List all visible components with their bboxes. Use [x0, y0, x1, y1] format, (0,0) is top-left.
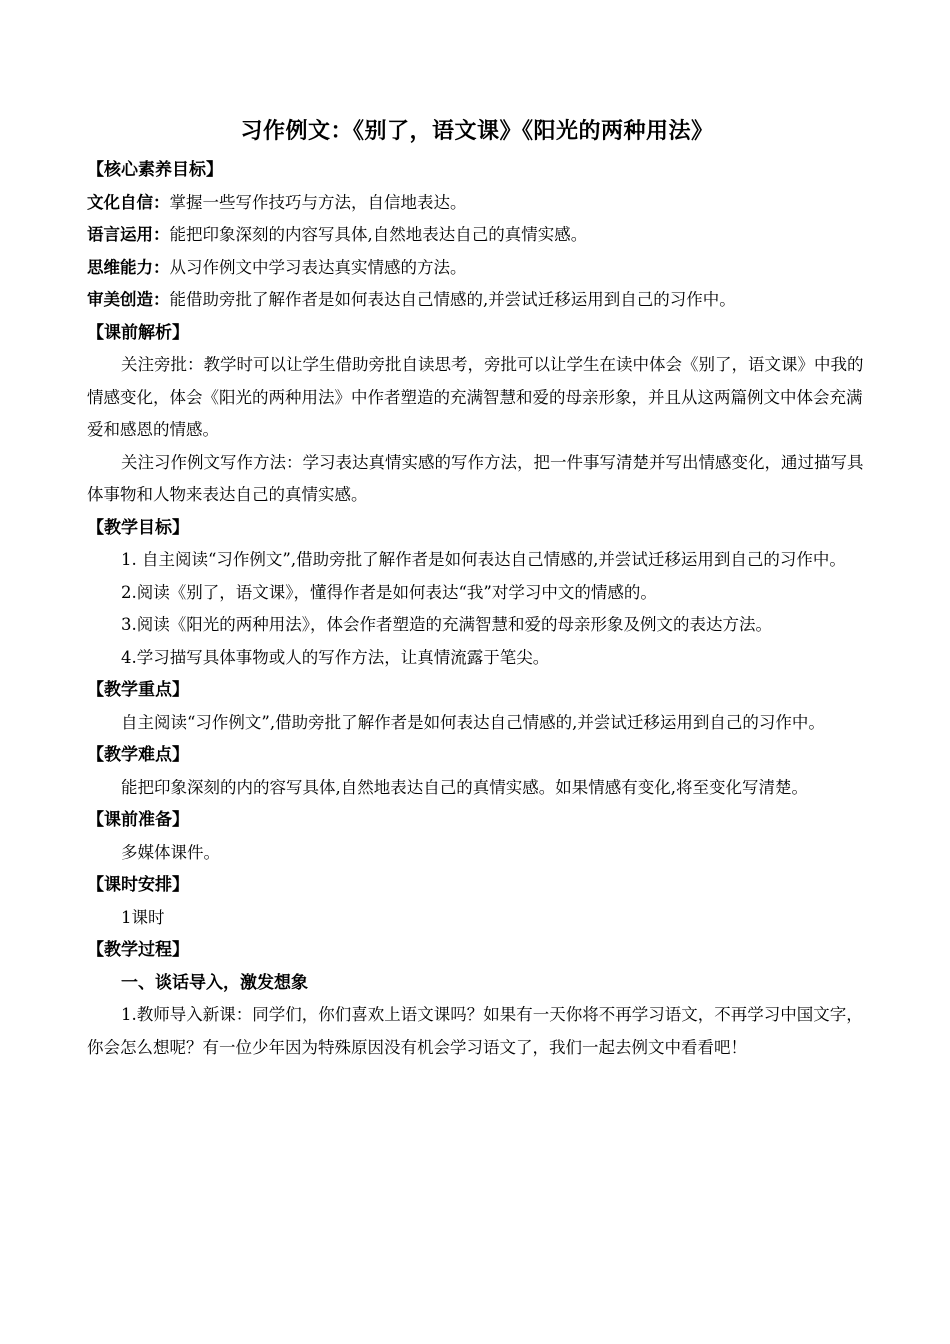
core-goal-item: [87, 284, 867, 317]
core-goal-text: 能把印象深刻的内容写具体,自然地表达自己的真情实感。: [169, 225, 588, 244]
document-page: [87, 112, 867, 1064]
core-goal-label: 文化自信：: [87, 192, 170, 212]
teaching-goal-item: 1. 自主阅读“习作例文”,借助旁批了解作者是如何表达自己情感的,并尝试迁移运用到自己的习作中。: [121, 550, 846, 569]
pre-analysis-paragraph: 关注习作例文写作方法：学习表达真情实感的写作方法，把一件事写清楚并写出情感变化，通过描写具体事物和人物来表达自己的真情实感。: [87, 452, 864, 504]
process-subheading: 一、谈话导入，激发想象: [121, 972, 308, 993]
teaching-goal-item: 4.学习描写具体事物或人的写作方法，让真情流露于笔尖。: [121, 647, 550, 667]
section-heading-core-goals: 【核心素养目标】: [87, 160, 223, 180]
section-heading-preparation: 【课前准备】: [87, 810, 189, 830]
section-heading-difficulties: 【教学难点】: [87, 745, 189, 765]
teaching-goal-item: 2.阅读《别了，语文课》，懂得作者是如何表达“我”对学习中文的情感的。: [121, 582, 657, 602]
core-goal-item: [87, 219, 867, 252]
section-heading-key-points: 【教学重点】: [87, 680, 189, 700]
section-heading-process: 【教学过程】: [87, 940, 189, 960]
core-goal-label: 思维能力：: [87, 257, 170, 277]
teaching-goal-item: 3.阅读《阳光的两种用法》，体会作者塑造的充满智慧和爱的母亲形象及例文的表达方法。: [121, 615, 772, 634]
schedule-text: 1课时: [121, 907, 165, 927]
section-heading-pre-analysis: 【课前解析】: [87, 322, 189, 343]
core-goal-text: 能借助旁批了解作者是如何表达自己情感的,并尝试迁移运用到自己的习作中。: [169, 290, 736, 309]
pre-analysis-paragraph: 关注旁批：教学时可以让学生借助旁批自读思考，旁批可以让学生在读中体会《别了，语文课》中我的情感变化，体会《阳光的两种用法》中作者塑造的充满智慧和爱的母亲形象，并且从这两篇例文中体会充满爱和感恩的情感。: [87, 355, 864, 439]
preparation-text: 多媒体课件。: [121, 842, 220, 862]
core-goal-label: 审美创造：: [87, 290, 170, 309]
key-points-text: 自主阅读“习作例文”,借助旁批了解作者是如何表达自己情感的,并尝试迁移运用到自己的习作中。: [121, 712, 825, 732]
core-goal-item: [87, 252, 867, 285]
document-title: 习作例文：《别了，语文课》《阳光的两种用法》: [240, 119, 714, 144]
section-heading-schedule: 【课时安排】: [87, 875, 189, 895]
core-goal-label: 语言运用：: [87, 225, 170, 244]
process-paragraph: 1.教师导入新课：同学们，你们喜欢上语文课吗？如果有一天你将不再学习语文，不再学习中国文字，你会怎么想呢？有一位少年因为特殊原因没有机会学习语文了，我们一起去例文中看看吧！: [87, 1005, 863, 1057]
difficulties-text: 能把印象深刻的内的容写具体,自然地表达自己的真情实感。如果情感有变化,将至变化写清楚。: [121, 777, 808, 797]
core-goal-text: 掌握一些写作技巧与方法，自信地表达。: [169, 192, 467, 212]
core-goal-item: [87, 187, 867, 220]
core-goal-text: 从习作例文中学习表达真实情感的方法。: [169, 257, 467, 277]
section-heading-teaching-goals: 【教学目标】: [87, 517, 189, 538]
